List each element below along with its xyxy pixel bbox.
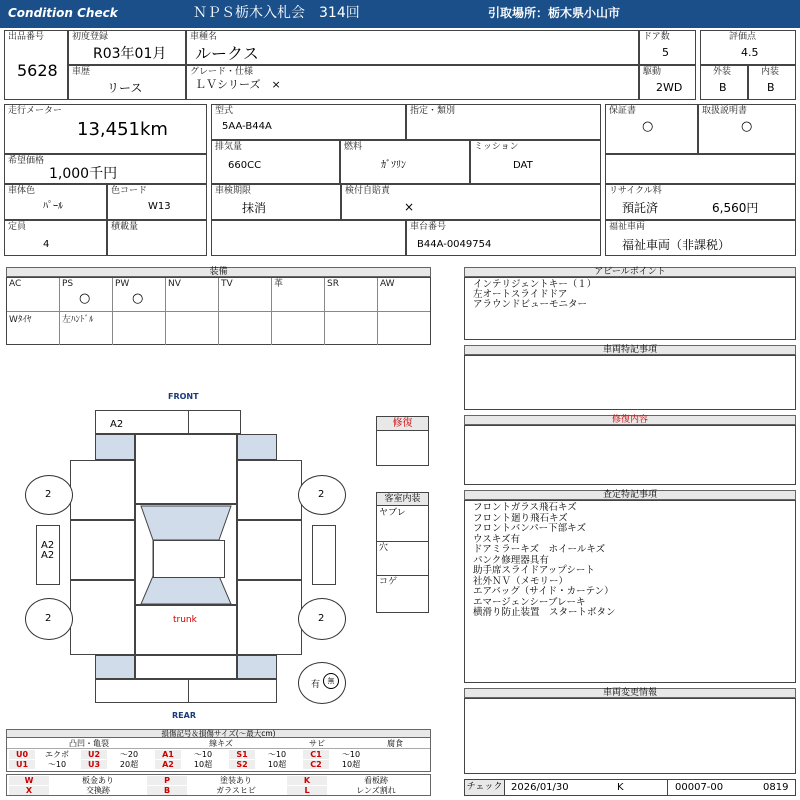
legend-code: X — [9, 786, 49, 795]
load-box — [107, 220, 207, 256]
legend-desc: エクボ — [45, 750, 69, 759]
front-label: FRONT — [168, 392, 199, 401]
drive-label: 駆動 — [643, 67, 662, 77]
inspect-line: エマージェンシーブレーキ — [473, 596, 586, 608]
liability-label: 検付自賠責 — [345, 186, 391, 196]
legend-grid — [6, 738, 431, 772]
legend-desc: 10超 — [267, 760, 287, 769]
tire-mark: 2 — [318, 613, 325, 624]
front-corner-right — [237, 434, 277, 460]
legend-desc: 塗装あり — [220, 776, 252, 785]
liability-box — [341, 184, 601, 220]
fuel-box — [340, 140, 470, 184]
mileage-label: 走行メーター — [8, 106, 63, 116]
side-sill-right — [312, 525, 336, 585]
legend-code: S1 — [229, 750, 255, 759]
mileage-value: 13,451km — [77, 119, 168, 140]
legend-code: L — [287, 786, 327, 795]
model-value: 5AA-B44A — [222, 121, 272, 132]
appeal-line: インテリジェントキー（１） — [473, 279, 597, 290]
legend-code: U2 — [81, 750, 107, 759]
damage-mark: A2 — [41, 540, 55, 551]
legend-code: C1 — [303, 750, 329, 759]
inspect-panel — [464, 500, 796, 683]
changes-panel — [464, 698, 796, 774]
interior-label: 内装 — [761, 67, 780, 77]
trunk — [135, 605, 237, 655]
warranty-mark: ○ — [642, 119, 654, 134]
grade-label: グレード・仕様 — [190, 67, 254, 77]
check-label: チェック — [465, 780, 505, 795]
inspect-line: エアバッグ（サイド・カーテン） — [473, 586, 614, 597]
repair-box — [376, 416, 429, 466]
price-label: 希望価格 — [8, 156, 45, 166]
appeal-line: アラウンドビューモニター — [473, 299, 588, 310]
equip-cell — [166, 312, 219, 345]
appeal-title: アピールポイント — [464, 267, 796, 277]
equip-label: AW — [380, 279, 395, 289]
price-value: 1,000千円 — [49, 166, 118, 182]
designation-box — [406, 104, 601, 140]
color-code-box — [107, 184, 207, 220]
price-box — [4, 154, 207, 184]
legend-desc: 10超 — [341, 760, 361, 769]
welfare-label: 福祉車両 — [609, 222, 646, 232]
equip-label: TV — [221, 279, 233, 289]
inspection-value: 抹消 — [242, 201, 267, 215]
color-label: 車体色 — [8, 186, 36, 196]
legend-desc: 10超 — [193, 760, 213, 769]
legend-code: K — [287, 776, 327, 785]
liability-value: × — [404, 200, 415, 214]
welfare-box — [605, 220, 796, 256]
inspect-line: ウスキズ有 — [473, 533, 521, 545]
spare-icon: 無 — [323, 673, 339, 689]
equip-label: AC — [9, 279, 22, 289]
cabin-row-hole: 穴 — [379, 543, 389, 553]
mileage-box — [4, 104, 207, 154]
blank-box-1 — [605, 154, 796, 184]
legend-group: サビ — [309, 739, 325, 748]
divider — [377, 575, 428, 576]
designation-label: 指定・類別 — [410, 106, 456, 116]
mission-value: DAT — [513, 160, 533, 171]
spare-tire — [298, 662, 346, 704]
legend-code: S2 — [229, 760, 255, 769]
legend-group: 線キズ — [209, 739, 233, 748]
equip-ps — [60, 278, 113, 312]
damage-mark: A2 — [41, 550, 55, 561]
check-date: 2026/01/30 — [511, 782, 569, 793]
equip-sr — [325, 278, 378, 312]
equip-cell — [219, 312, 272, 345]
equipment-grid — [6, 277, 431, 345]
changes-title: 車両変更情報 — [464, 688, 796, 698]
score-box — [700, 30, 796, 65]
manual-label: 取扱説明書 — [702, 106, 748, 116]
door-front-left — [70, 520, 135, 580]
blank-box-2 — [211, 220, 406, 256]
legend-code: W — [9, 776, 49, 785]
pickup-location: 引取場所：栃木県小山市 — [488, 6, 621, 20]
color-box — [4, 184, 107, 220]
capacity-label: 定員 — [8, 222, 27, 232]
equip-lhd — [60, 312, 113, 345]
inspect-line: フロントバンパー下部キズ — [473, 523, 586, 534]
rear-gate — [135, 655, 237, 679]
appeal-panel — [464, 277, 796, 340]
grade-value: ＬＶシリーズ × — [195, 78, 281, 91]
lot-number: 5628 — [17, 61, 58, 80]
warranty-box — [605, 104, 698, 154]
doors-label: ドア数 — [643, 32, 670, 42]
lot-box — [4, 30, 68, 100]
legend-group: 腐食 — [387, 739, 403, 748]
footer-number: 0819 — [763, 782, 789, 793]
equip-wtire — [7, 312, 60, 345]
doors-box — [639, 30, 696, 65]
equip-cell — [113, 312, 166, 345]
chassis-label: 車台番号 — [410, 222, 447, 232]
mission-box — [470, 140, 601, 184]
inspect-line: フロント廻り飛石キズ — [473, 512, 568, 524]
legend-desc: 看板跡 — [364, 776, 388, 785]
fuel-label: 燃料 — [344, 142, 363, 152]
inspect-line: 横滑り防止装置 スタートボタン — [473, 607, 616, 618]
tire-rear-right — [298, 598, 346, 640]
equip-leather — [272, 278, 325, 312]
welfare-value: 福祉車両（非課税） — [622, 238, 731, 252]
equip-label: 左ﾊﾝﾄﾞﾙ — [62, 315, 94, 325]
rear-label: REAR — [172, 711, 196, 720]
tire-mark: 2 — [45, 613, 52, 624]
divider — [188, 679, 189, 703]
inspect-line: パンク修理器具有 — [473, 554, 549, 566]
spare-label: 有 — [311, 680, 321, 690]
legend-desc: 板金あり — [82, 776, 114, 785]
fuel-value: ｶﾞｿﾘﾝ — [381, 160, 406, 171]
tire-front-right — [298, 475, 346, 515]
legend-code: A2 — [155, 760, 181, 769]
equip-label: 革 — [274, 279, 284, 289]
equip-cell — [272, 312, 325, 345]
model-label: 型式 — [215, 106, 234, 116]
score-value: 4.5 — [741, 46, 759, 59]
load-label: 積載量 — [111, 222, 139, 232]
legend-group: 凸凹・亀裂 — [69, 739, 109, 748]
inspect-line: 助手席スライドアップシート — [473, 565, 595, 576]
equip-cell — [325, 312, 378, 345]
lot-label: 出品番号 — [8, 32, 45, 42]
special-panel — [464, 355, 796, 410]
sheet-title: Condition Check — [8, 6, 118, 20]
special-title: 車両特記事項 — [464, 345, 796, 355]
legend-desc: 〜10 — [47, 760, 67, 769]
equip-ac — [7, 278, 60, 312]
equip-nv — [166, 278, 219, 312]
equip-mark: ○ — [132, 291, 144, 306]
divider — [377, 541, 428, 542]
inspection-label: 車検期限 — [215, 186, 252, 196]
history-box — [68, 65, 186, 100]
repair-box-title: 修復 — [377, 417, 428, 431]
color-code-value: W13 — [148, 201, 171, 212]
header-bar — [0, 0, 800, 28]
inspection-box — [211, 184, 341, 220]
tire-front-left — [25, 475, 73, 515]
history-value: リース — [107, 81, 143, 95]
inspect-line: フロントガラス飛石キズ — [473, 502, 577, 513]
first-reg-label: 初度登録 — [72, 32, 109, 42]
recycle-box — [605, 184, 796, 220]
legend-desc: 交換跡 — [86, 786, 110, 795]
warranty-label: 保証書 — [609, 106, 637, 116]
inspect-line: 社外ＮＶ（メモリー） — [473, 575, 569, 587]
trunk-label: trunk — [173, 615, 197, 625]
auction-title: ＮＰＳ栃木入札会 314回 — [193, 5, 360, 21]
exterior-label: 外装 — [713, 67, 732, 77]
interior-box — [748, 65, 796, 100]
front-fender-right — [237, 460, 302, 520]
equipment-title: 装備 — [6, 267, 431, 277]
cabin-row-burn: コゲ — [379, 577, 398, 587]
front-fender-left — [70, 460, 135, 520]
color-value: ﾊﾟｰﾙ — [43, 201, 63, 212]
repair-detail-panel — [464, 425, 796, 485]
divider — [667, 780, 668, 795]
equip-label: PW — [115, 279, 130, 289]
history-label: 車歴 — [72, 67, 91, 77]
tire-rear-left — [25, 598, 73, 640]
equip-label: Wﾀｲﾔ — [9, 315, 32, 325]
legend-code: C2 — [303, 760, 329, 769]
inspect-line: ドアミラーキズ ホイールキズ — [473, 544, 606, 555]
model-box — [211, 104, 406, 140]
color-code-label: 色コード — [111, 186, 148, 196]
displacement-label: 排気量 — [215, 142, 243, 152]
legend-code: B — [147, 786, 187, 795]
rear-corner-right — [237, 655, 277, 679]
roof-panel — [153, 540, 225, 578]
legend-code: P — [147, 776, 187, 785]
first-reg-box — [68, 30, 186, 65]
repair-detail-title: 修復内容 — [464, 415, 796, 425]
first-reg-value: R03年01月 — [93, 46, 167, 62]
check-footer — [464, 779, 796, 796]
legend-desc: 20超 — [119, 760, 139, 769]
mission-label: ミッション — [474, 142, 519, 152]
name-box — [186, 30, 639, 65]
displacement-box — [211, 140, 340, 184]
cabin-row-tear: ヤブレ — [379, 508, 406, 518]
doors-value: 5 — [662, 46, 669, 59]
rear-corner-left — [95, 655, 135, 679]
rear-bumper — [95, 679, 277, 703]
equip-mark: ○ — [79, 291, 91, 306]
exterior-value: B — [719, 81, 727, 94]
name-label: 車種名 — [190, 32, 218, 42]
legend-desc: レンズ割れ — [356, 786, 396, 795]
legend-title: 損傷記号＆損傷サイズ(〜最大cm) — [6, 729, 431, 738]
equip-aw — [378, 278, 430, 312]
manual-mark: ○ — [741, 119, 753, 134]
legend-grid-2 — [6, 774, 431, 796]
capacity-box — [4, 220, 107, 256]
chassis-value: B44A-0049754 — [417, 239, 492, 250]
damage-mark-front: A2 — [110, 419, 124, 430]
equip-label: PS — [62, 279, 74, 289]
drive-value: 2WD — [656, 81, 683, 94]
legend-desc: 〜10 — [267, 750, 287, 759]
drive-box — [639, 65, 696, 100]
displacement-value: 660CC — [228, 160, 262, 171]
legend-code: U1 — [9, 760, 35, 769]
legend-desc: 〜20 — [119, 750, 139, 759]
tire-mark: 2 — [45, 489, 52, 500]
legend-desc: 〜10 — [341, 750, 361, 759]
score-label: 評価点 — [729, 32, 757, 42]
legend-code: U0 — [9, 750, 35, 759]
door-rear-right — [237, 580, 302, 655]
interior-value: B — [767, 81, 775, 94]
legend-code: U3 — [81, 760, 107, 769]
cabin-title: 客室内装 — [377, 493, 428, 506]
manual-box — [698, 104, 796, 154]
chassis-box — [406, 220, 601, 256]
legend-desc: 〜10 — [193, 750, 213, 759]
equip-tv — [219, 278, 272, 312]
equip-label: NV — [168, 279, 181, 289]
car-name: ルークス — [195, 44, 259, 63]
checker-code: K — [617, 782, 624, 793]
legend-code: A1 — [155, 750, 181, 759]
legend-desc: ガラスヒビ — [216, 786, 256, 795]
recycle-fee: 6,560円 — [712, 201, 759, 215]
hood — [135, 434, 237, 504]
door-front-right — [237, 520, 302, 580]
inspect-title: 査定特記事項 — [464, 490, 796, 500]
capacity-value: 4 — [43, 239, 50, 250]
tire-mark: 2 — [318, 489, 325, 500]
recycle-label: リサイクル料 — [609, 186, 662, 196]
exterior-box — [700, 65, 748, 100]
recycle-status: 預託済 — [622, 201, 659, 215]
damage-mark-left — [41, 541, 54, 561]
divider — [188, 410, 189, 434]
equip-label: SR — [327, 279, 339, 289]
equip-pw — [113, 278, 166, 312]
grade-box — [186, 65, 639, 100]
footer-code: 00007-00 — [675, 782, 724, 793]
door-rear-left — [70, 580, 135, 655]
appeal-line: 左オートスライドドア — [473, 289, 568, 300]
front-corner-left — [95, 434, 135, 460]
cabin-box — [376, 492, 429, 613]
divider — [7, 748, 430, 749]
